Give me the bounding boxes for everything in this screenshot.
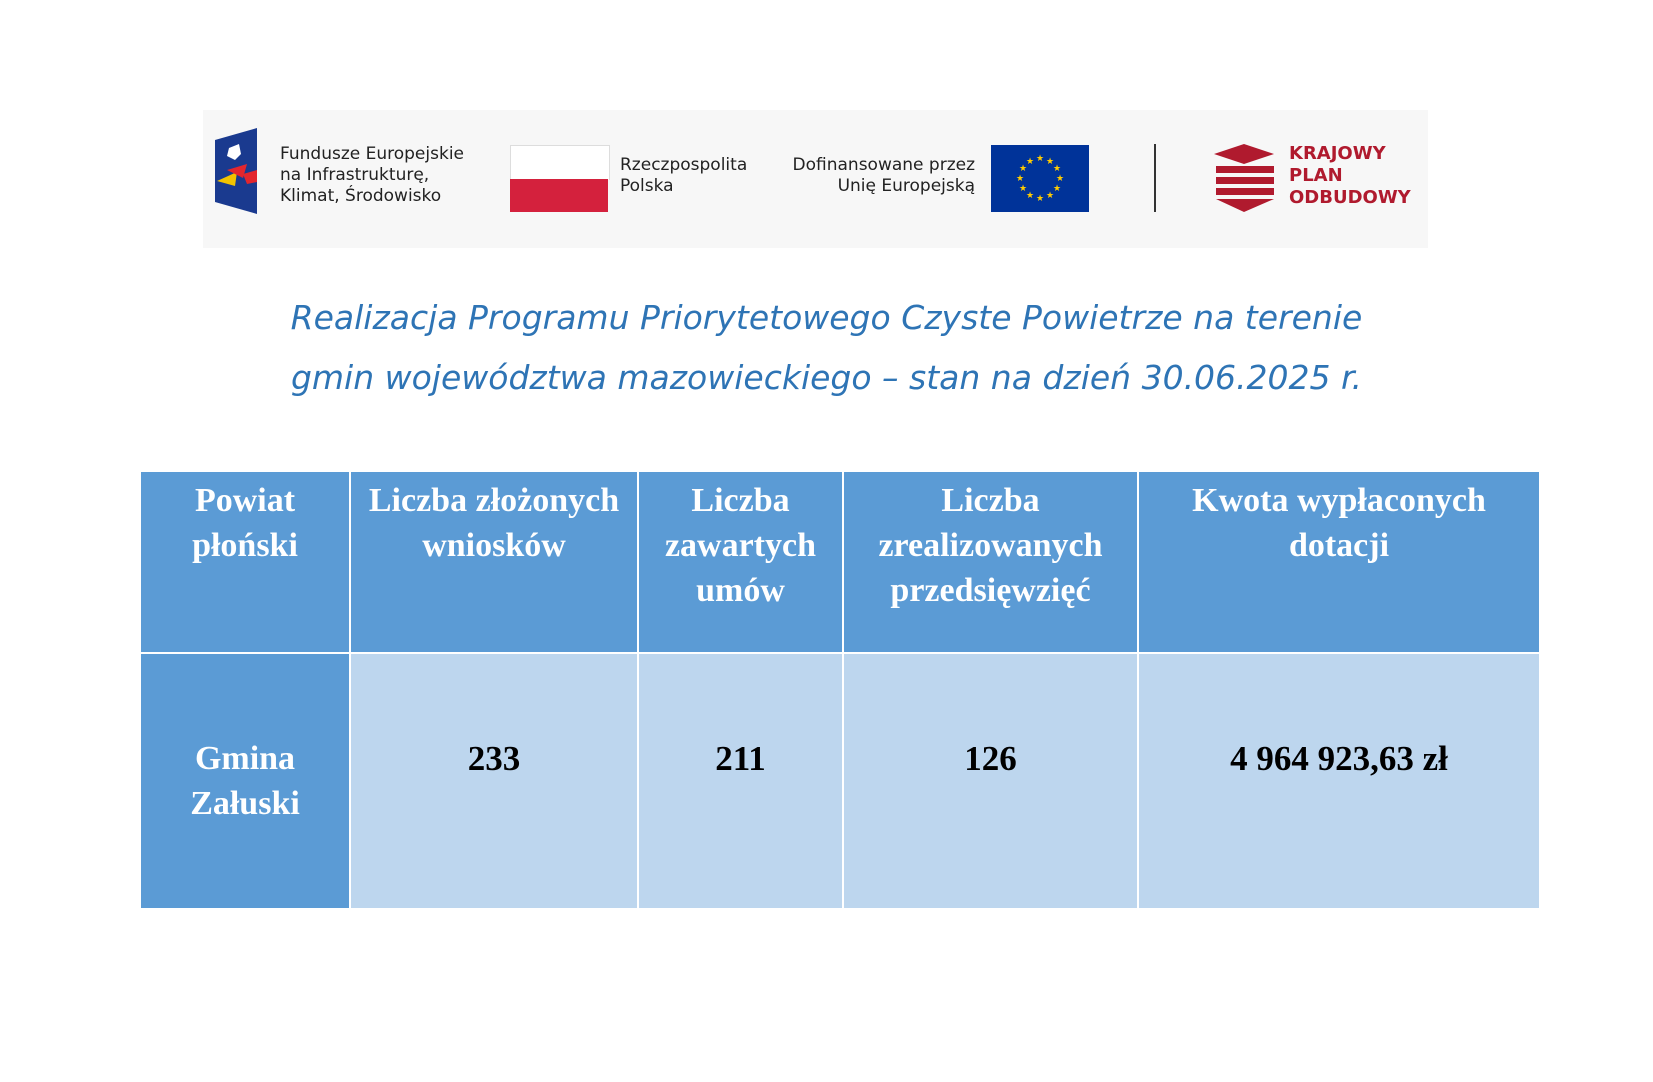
svg-text:★: ★: [1018, 164, 1028, 174]
polish-flag-white: [510, 145, 610, 180]
rp-logo-text: Rzeczpospolita Polska: [620, 155, 748, 196]
header-wnioski: Liczba złożonych wniosków: [350, 471, 638, 653]
kpo-logo-icon: [1214, 144, 1276, 212]
table-row: [140, 653, 1540, 909]
svg-text:★: ★: [1052, 164, 1062, 174]
svg-text:★: ★: [1025, 157, 1035, 167]
eu-stars: [991, 145, 1089, 212]
eu-logo-text: Dofinansowane przez Unię Europejską: [792, 155, 975, 196]
kpo-logo-text: [1289, 143, 1411, 209]
svg-text:★: ★: [1035, 154, 1045, 164]
eu-flag-icon: [991, 145, 1089, 212]
svg-text:★: ★: [1045, 157, 1055, 167]
polish-flag-icon: [510, 179, 608, 212]
header-powiat: Powiat płoński: [140, 471, 350, 653]
svg-text:★: ★: [1052, 184, 1062, 194]
cell-kwota: [1138, 653, 1540, 909]
row-label-gmina: Gmina Załuski: [140, 653, 350, 909]
cell-wnioski: [350, 653, 638, 909]
logo-divider: [1154, 144, 1156, 212]
svg-text:★: ★: [1035, 194, 1045, 204]
header-przedsiewziecia: Liczba zrealizowanych przedsięwzięć: [843, 471, 1138, 653]
kpo-line-2: PLAN: [1289, 165, 1343, 186]
svg-text:★: ★: [1018, 184, 1028, 194]
value-umowy: 211: [715, 739, 766, 778]
svg-text:★: ★: [1055, 174, 1065, 184]
value-przedsiewziecia: 126: [964, 739, 1017, 778]
svg-text:★: ★: [1015, 174, 1025, 184]
kpo-line-3: ODBUDOWY: [1289, 187, 1411, 208]
kpo-line-1: KRAJOWY: [1289, 143, 1386, 164]
value-wnioski: 233: [467, 739, 521, 778]
value-kwota: 4 964 923,63 zł: [1230, 739, 1448, 778]
table-header-row: [140, 471, 1540, 653]
title-line-2: gmin województwa mazowieckiego – stan na dzień 30.06.2025 r.: [290, 358, 1363, 397]
header-kwota: Kwota wypłaconych dotacji: [1138, 471, 1540, 653]
svg-text:★: ★: [1025, 191, 1035, 201]
cell-przedsiewziecia: [843, 653, 1138, 909]
cell-umowy: [638, 653, 843, 909]
data-table: [139, 470, 1541, 910]
header-umowy: Liczba zawartych umów: [638, 471, 843, 653]
feniks-logo-icon: [213, 126, 261, 216]
svg-text:★: ★: [1045, 191, 1055, 201]
feniks-logo-text: Fundusze Europejskie na Infrastrukturę, Klimat, Środowisko: [280, 144, 464, 206]
title-line-1: Realizacja Programu Priorytetowego Czyste Powietrze na terenie: [290, 298, 1363, 337]
page-title: [0, 288, 1653, 408]
